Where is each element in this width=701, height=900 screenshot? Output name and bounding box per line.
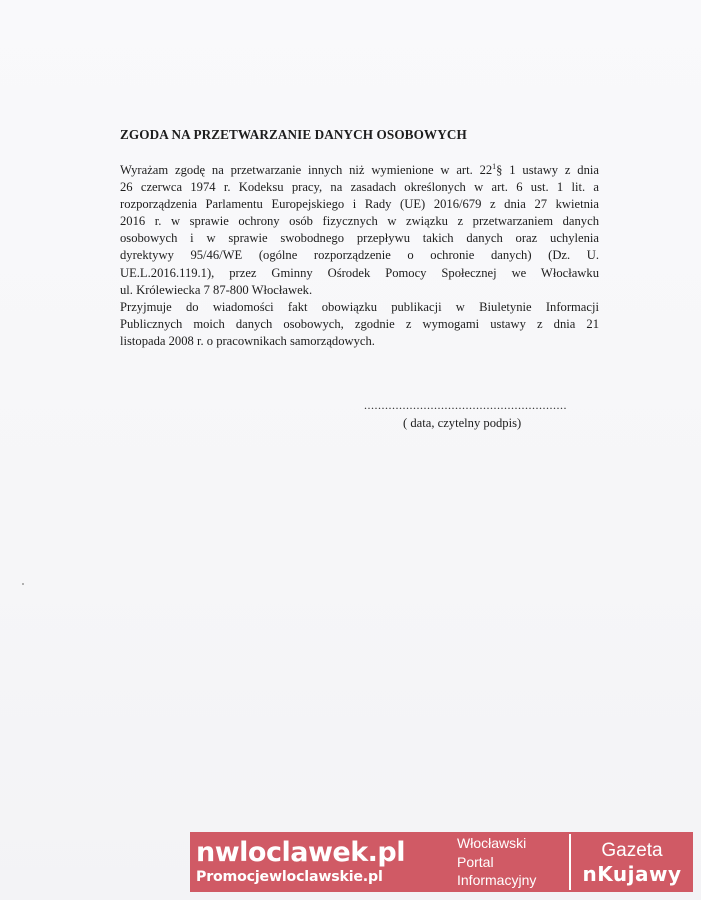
watermark-portal-block bbox=[452, 832, 569, 892]
body-line-1: Wyrażam zgodę na przetwarzanie innych niż wymienione w art. $22^1\S$ 1 ustawy z dnia bbox=[120, 162, 599, 177]
body-line: UE.L.2016.119.1), przez Gminny Ośrodek Pomocy Społecznej we Włocławku bbox=[120, 265, 599, 280]
body-line-last: ul. Królewiecka 7 87-800 Włocławek. bbox=[120, 282, 313, 297]
paragraph2-line: Przyjmuje do wiadomości fakt obowiązku publikacji w Biuletynie Informacji bbox=[120, 299, 599, 314]
watermark-gazeta-block bbox=[571, 832, 693, 892]
watermark-gazeta: Gazeta bbox=[601, 839, 663, 861]
body-line: 26 czerwca 1974 r. Kodeksu pracy, na zasadach określonych w art. 6 ust. 1 lit. a bbox=[120, 180, 599, 195]
body-line: osobowych i w sprawie swobodnego przepływu takich danych oraz uchylenia bbox=[120, 231, 599, 246]
watermark-portal-line: Informacyjny bbox=[457, 872, 537, 889]
body-line: dyrektywy 95/46/WE (ogólne rozporządzenie o ochronie danych) (Dz. U. bbox=[120, 248, 599, 263]
watermark-portal-line: Włocławski bbox=[457, 835, 527, 852]
watermark-portal-line: Portal bbox=[457, 853, 494, 870]
watermark-site-name: nwloclawek.pl bbox=[196, 836, 405, 868]
superscript: 1 bbox=[492, 162, 497, 171]
signature-line: .......................................................... bbox=[364, 398, 567, 412]
body-line: 2016 r. w sprawie ochrony osób fizycznych w związku z przetwarzaniem danych bbox=[120, 214, 599, 229]
paragraph2-line-last: listopada 2008 r. o pracownikach samorządowych. bbox=[120, 333, 375, 348]
watermark-nkujawy: nKujawy bbox=[582, 861, 682, 886]
signature-caption: ( data, czytelny podpis) bbox=[403, 416, 522, 430]
scan-speck bbox=[22, 583, 24, 585]
watermark-site-block bbox=[190, 832, 452, 892]
body-line: rozporządzenia Parlamentu Europejskiego i Rady (UE) 2016/679 z dnia 27 kwietnia bbox=[120, 197, 599, 212]
document-title: ZGODA NA PRZETWARZANIE DANYCH OSOBOWYCH bbox=[120, 127, 467, 142]
paragraph2-line: Publicznych moich danych osobowych, zgodnie z wymogami ustawy z dnia 21 bbox=[120, 316, 599, 331]
watermark-site-name-2: Promocjewloclawskie.pl bbox=[196, 868, 383, 885]
document-body bbox=[120, 162, 599, 350]
watermark-banner bbox=[190, 832, 693, 892]
